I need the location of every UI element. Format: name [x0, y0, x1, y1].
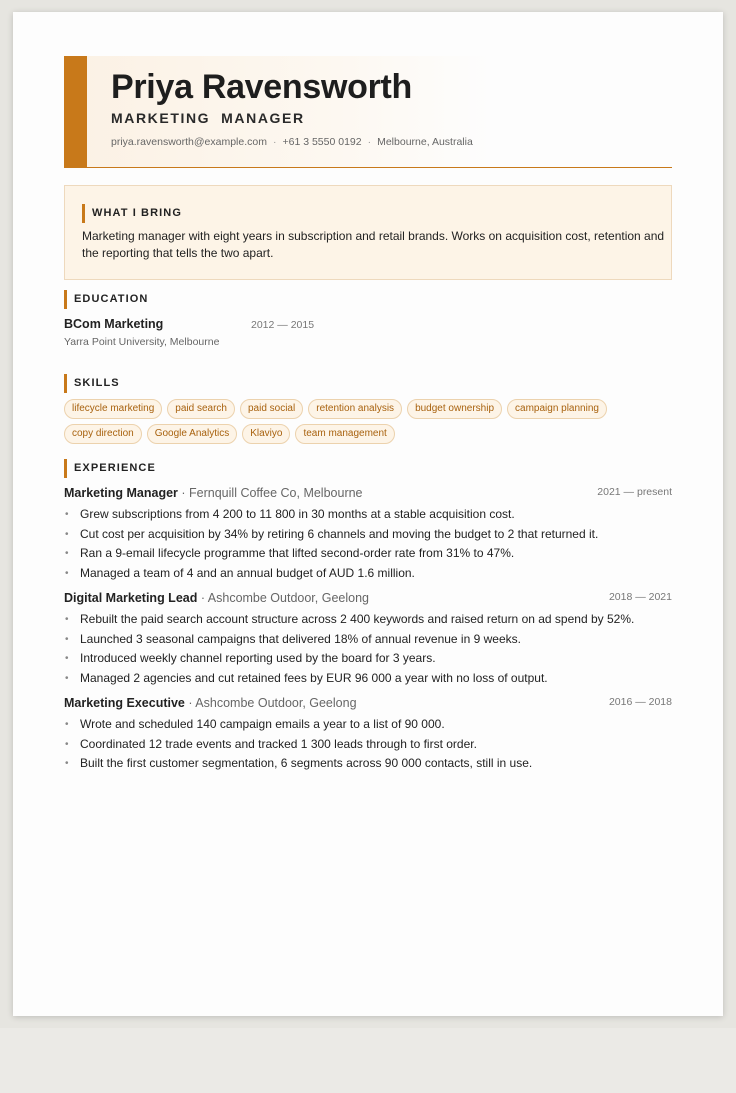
job-bullet: • Managed 2 agencies and cut retained fees by EUR 96 000 a year with no loss of output. [64, 669, 672, 689]
candidate-role: MARKETING MANAGER [111, 110, 305, 126]
education-school: Yarra Point University, Melbourne [64, 336, 220, 348]
candidate-name: Priya Ravensworth [111, 68, 413, 106]
skill-tag: budget ownership [407, 399, 502, 419]
summary-section [64, 185, 672, 280]
experience-list [64, 484, 672, 780]
skills-list [64, 399, 664, 444]
job-role: Marketing Manager [64, 486, 178, 500]
skill-tag: campaign planning [507, 399, 607, 419]
job-bullet: • Wrote and scheduled 140 campaign emails a year to a list of 90 000. [64, 715, 672, 735]
skill-tag: Klaviyo [242, 424, 290, 444]
education-degree: BCom Marketing [64, 317, 164, 331]
job-organisation: · Ashcombe Outdoor, Geelong [184, 696, 357, 710]
contact-phone: +61 3 5550 0192 [282, 136, 362, 148]
job-bullet: • Coordinated 12 trade events and tracked 1 300 leads through to first order. [64, 735, 672, 755]
skills-heading: SKILLS [64, 374, 120, 393]
job-organisation: · Ashcombe Outdoor, Geelong [197, 591, 369, 605]
experience-heading: EXPERIENCE [64, 459, 156, 478]
job-bullet: • Rebuilt the paid search account structure across 2 400 keywords and raised return on ad spend by 52%. [64, 610, 672, 630]
contact-line [111, 136, 473, 148]
viewer-background [0, 1028, 736, 1093]
job-dates: 2016 — 2018 [608, 696, 672, 708]
job-bullet: • Introduced weekly channel reporting used by the board for 3 years. [64, 649, 672, 669]
job-bullets [64, 610, 672, 688]
job-bullets [64, 715, 672, 774]
skill-tag: copy direction [64, 424, 142, 444]
job-organisation: · Fernquill Coffee Co, Melbourne [177, 486, 363, 500]
job-bullet: • Built the first customer segmentation, 6 segments across 90 000 contacts, still in use. [64, 754, 672, 774]
job-bullet: • Launched 3 seasonal campaigns that delivered 18% of annual revenue in 9 weeks. [64, 630, 672, 650]
summary-text: Marketing manager with eight years in subscription and retail brands. Works on acquisition cost, retention and the reporting that tells the two apart. [82, 229, 665, 260]
resume-header [64, 56, 672, 168]
contact-separator: · [367, 136, 372, 148]
skill-tag: retention analysis [308, 399, 402, 419]
education-dates: 2012 — 2015 [251, 319, 315, 331]
job-entry [64, 589, 672, 688]
job-role: Digital Marketing Lead [64, 591, 198, 605]
job-role: Marketing Executive [64, 696, 185, 710]
education-heading: EDUCATION [64, 290, 148, 309]
job-dates: 2018 — 2021 [608, 591, 672, 603]
job-bullets [64, 505, 672, 583]
accent-bar [64, 56, 87, 167]
job-header [64, 589, 672, 607]
skill-tag: paid social [240, 399, 303, 419]
contact-separator: · [272, 136, 277, 148]
resume-page [13, 12, 723, 1016]
job-bullet: • Grew subscriptions from 4 200 to 11 800 in 30 months at a stable acquisition cost. [64, 505, 672, 525]
job-entry [64, 484, 672, 583]
job-bullet: • Cut cost per acquisition by 34% by retiring 6 channels and moving the budget to 2 that returned it. [64, 525, 672, 545]
job-bullet: • Ran a 9-email lifecycle programme that lifted second-order rate from 31% to 47%. [64, 544, 672, 564]
skill-tag: lifecycle marketing [64, 399, 162, 419]
summary-heading: WHAT I BRING [82, 204, 182, 223]
contact-email[interactable]: priya.ravensworth@example.com [111, 136, 267, 148]
job-dates: 2021 — present [597, 486, 672, 498]
skill-tag: Google Analytics [147, 424, 238, 444]
job-header [64, 484, 672, 502]
skill-tag: paid search [167, 399, 235, 419]
job-entry [64, 694, 672, 774]
job-bullet: • Managed a team of 4 and an annual budget of AUD 1.6 million. [64, 564, 672, 584]
contact-location: Melbourne, Australia [377, 136, 473, 148]
job-header [64, 694, 672, 712]
skill-tag: team management [295, 424, 394, 444]
